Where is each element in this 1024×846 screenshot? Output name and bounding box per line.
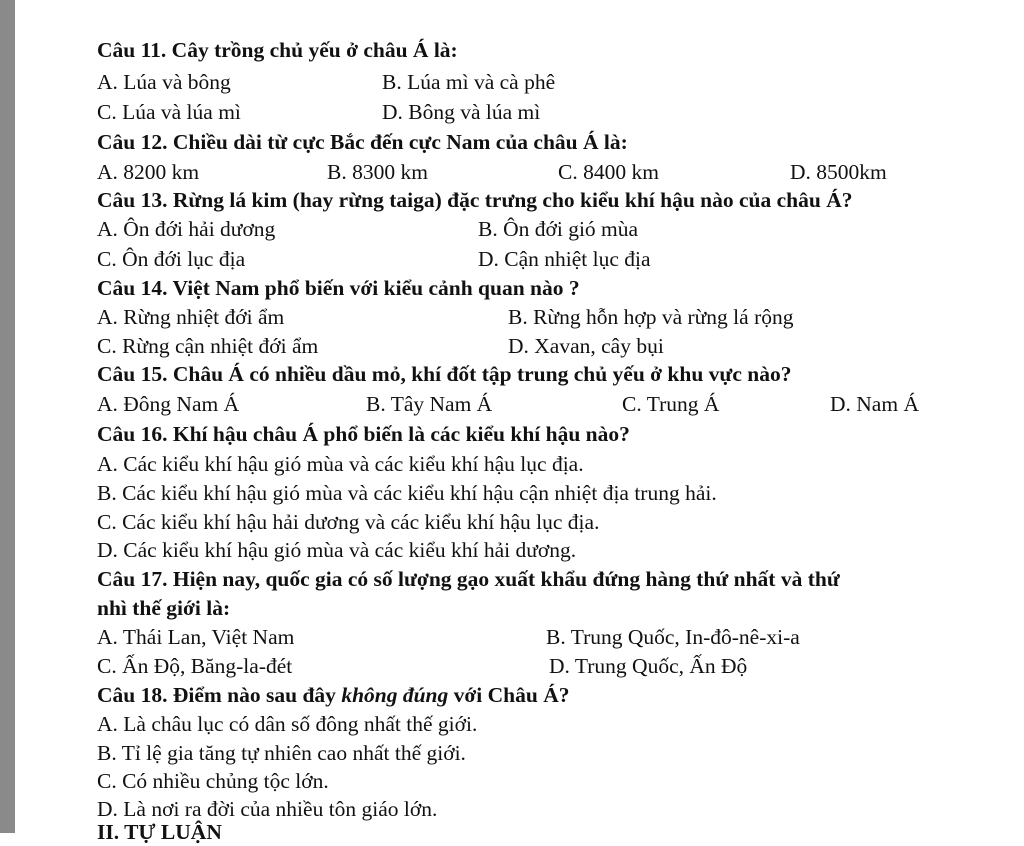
q13-option-a: A. Ôn đới hải dương (97, 217, 276, 241)
q12-option-a: A. 8200 km (97, 160, 200, 184)
question-18-title (97, 681, 570, 709)
q12-option-c: C. 8400 km (558, 160, 659, 184)
q16-option-c: C. Các kiểu khí hậu hải dương và các kiểu khí hậu lục địa. (97, 510, 600, 534)
q14-option-a: A. Rừng nhiệt đới ẩm (97, 305, 285, 329)
q16-option-b: B. Các kiểu khí hậu gió mùa và các kiểu khí hậu cận nhiệt địa trung hải. (97, 481, 717, 505)
q15-option-a: A. Đông Nam Á (97, 392, 240, 416)
q13-option-b: B. Ôn đới gió mùa (478, 217, 639, 241)
q15-option-c: C. Trung Á (622, 392, 720, 416)
q14-option-d: D. Xavan, cây bụi (508, 334, 664, 358)
q16-option-a: A. Các kiểu khí hậu gió mùa và các kiểu khí hậu lục địa. (97, 452, 584, 476)
section-heading-cut: II. TỰ LUẬN (97, 820, 222, 844)
question-17-title-line2: nhì thế giới là: (97, 596, 231, 620)
q14-option-c: C. Rừng cận nhiệt đới ẩm (97, 334, 319, 358)
q12-option-b: B. 8300 km (327, 160, 428, 184)
q13-option-d: D. Cận nhiệt lục địa (478, 247, 651, 271)
q15-option-b: B. Tây Nam Á (366, 392, 493, 416)
q11-option-c: C. Lúa và lúa mì (97, 100, 241, 124)
q18-title-suffix: với Châu Á? (448, 683, 570, 707)
q18-option-c: C. Có nhiều chủng tộc lớn. (97, 769, 329, 793)
q17-option-c: C. Ấn Độ, Băng-la-đét (97, 654, 293, 678)
question-14-title: Câu 14. Việt Nam phổ biến với kiểu cảnh quan nào ? (97, 276, 580, 300)
q18-option-d: D. Là nơi ra đời của nhiều tôn giáo lớn. (97, 797, 438, 821)
question-12-title: Câu 12. Chiều dài từ cực Bắc đến cực Nam của châu Á là: (97, 130, 628, 154)
question-17-title-line1: Câu 17. Hiện nay, quốc gia có số lượng gạo xuất khẩu đứng hàng thứ nhất và thứ (97, 567, 840, 591)
question-15-title: Câu 15. Châu Á có nhiều dầu mỏ, khí đốt tập trung chủ yếu ở khu vực nào? (97, 362, 792, 386)
q18-option-a: A. Là châu lục có dân số đông nhất thế giới. (97, 712, 478, 736)
q18-title-emphasis: không đúng (341, 683, 449, 707)
q11-option-d: D. Bông và lúa mì (382, 100, 541, 124)
q11-option-a: A. Lúa và bông (97, 70, 231, 94)
q17-option-d: D. Trung Quốc, Ấn Độ (549, 654, 748, 678)
q13-option-c: C. Ôn đới lục địa (97, 247, 246, 271)
q17-option-a: A. Thái Lan, Việt Nam (97, 625, 295, 649)
question-11-title: Câu 11. Cây trồng chủ yếu ở châu Á là: (97, 38, 458, 62)
page-left-edge (0, 0, 15, 833)
q16-option-d: D. Các kiểu khí hậu gió mùa và các kiểu khí hải dương. (97, 538, 577, 562)
q14-option-b: B. Rừng hỗn hợp và rừng lá rộng (508, 305, 794, 329)
q15-option-d: D. Nam Á (830, 392, 919, 416)
question-13-title: Câu 13. Rừng lá kim (hay rừng taiga) đặc trưng cho kiểu khí hậu nào của châu Á? (97, 188, 853, 212)
q18-title-prefix: Câu 18. Điểm nào sau đây (97, 683, 342, 707)
q18-option-b: B. Tỉ lệ gia tăng tự nhiên cao nhất thế giới. (97, 741, 466, 765)
q17-option-b: B. Trung Quốc, In-đô-nê-xi-a (546, 625, 800, 649)
q11-option-b: B. Lúa mì và cà phê (382, 70, 556, 94)
q12-option-d: D. 8500km (790, 160, 887, 184)
question-16-title: Câu 16. Khí hậu châu Á phổ biến là các kiểu khí hậu nào? (97, 422, 630, 446)
